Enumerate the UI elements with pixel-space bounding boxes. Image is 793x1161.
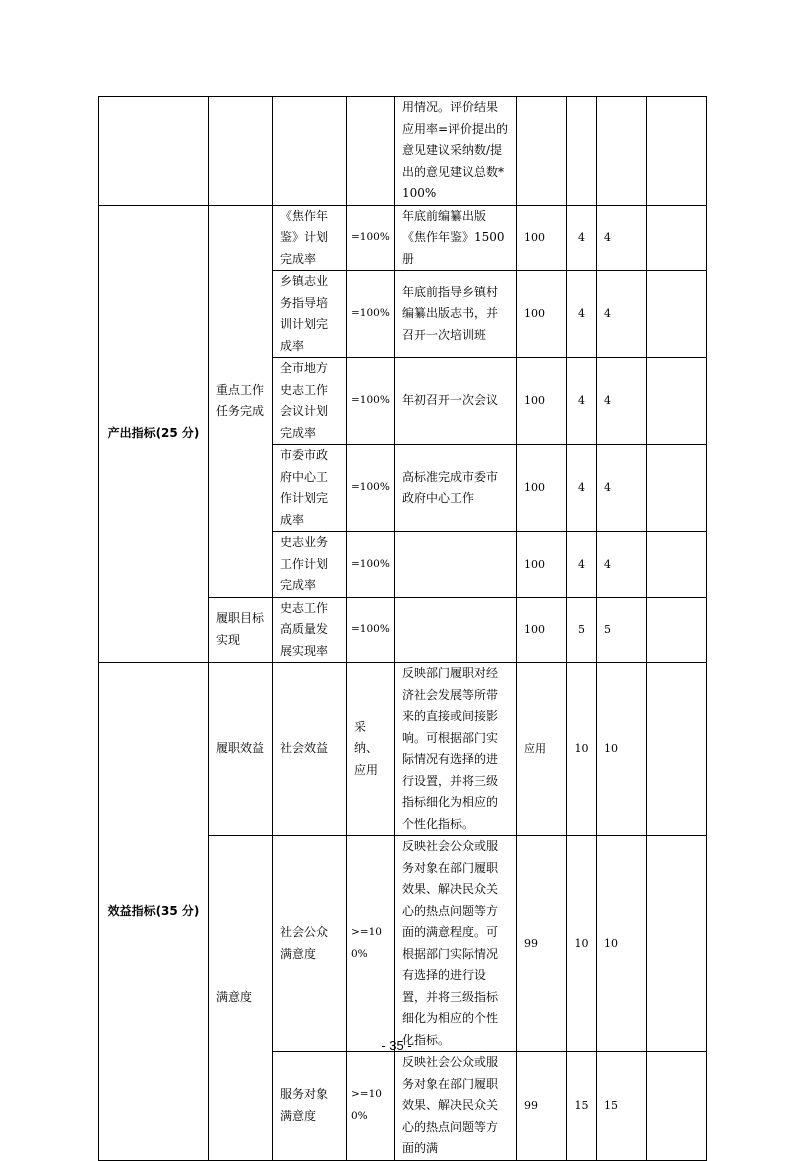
description-cell: 年初召开一次会议 xyxy=(395,358,517,445)
actual-value-cell: 100 xyxy=(517,358,567,445)
level3-cell xyxy=(273,97,347,206)
remark-cell xyxy=(647,1052,707,1161)
score-cell: 15 xyxy=(597,1052,647,1161)
page-number: - 35 - xyxy=(381,1038,412,1053)
description-cell: 年底前编纂出版《焦作年鉴》1500册 xyxy=(395,205,517,271)
level3-cell: 乡镇志业务指导培训计划完成率 xyxy=(273,271,347,358)
actual-value-cell: 99 xyxy=(517,836,567,1052)
remark-cell xyxy=(647,836,707,1052)
actual-value-cell: 100 xyxy=(517,532,567,598)
condition-cell: 采纳、应用 xyxy=(347,663,395,836)
level2-cell: 履职效益 xyxy=(209,663,273,836)
actual-value-cell: 应用 xyxy=(517,663,567,836)
weight-cell: 4 xyxy=(567,271,597,358)
weight-cell: 5 xyxy=(567,597,597,663)
remark-cell xyxy=(647,358,707,445)
description-cell: 反映部门履职对经济社会发展等所带来的直接或间接影响。可根据部门实际情况有选择的进行设置，并将三级指标细化为相应的个性化指标。 xyxy=(395,663,517,836)
condition-cell: =100% xyxy=(347,532,395,598)
table-row xyxy=(99,205,707,271)
condition-cell: >=100% xyxy=(347,836,395,1052)
level1-benefit-cell: 效益指标(35 分) xyxy=(99,663,209,1161)
remark-cell xyxy=(647,532,707,598)
level2-key-tasks-cell: 重点工作任务完成 xyxy=(209,205,273,597)
actual-value-cell: 100 xyxy=(517,445,567,532)
remark-cell xyxy=(647,205,707,271)
description-cell: 用情况。评价结果应用率=评价提出的意见建议采纳数/提出的意见建议总数*100% xyxy=(395,97,517,206)
level1-output-cell: 产出指标(25 分) xyxy=(99,205,209,663)
score-cell: 4 xyxy=(597,445,647,532)
score-cell: 10 xyxy=(597,663,647,836)
remark-cell xyxy=(647,663,707,836)
remark-cell xyxy=(647,445,707,532)
level3-cell: 社会公众满意度 xyxy=(273,836,347,1052)
description-cell: 反映社会公众或服务对象在部门履职效果、解决民众关心的热点问题等方面的满 xyxy=(395,1052,517,1161)
level2-cell: 履职目标实现 xyxy=(209,597,273,663)
weight-cell: 4 xyxy=(567,445,597,532)
weight-cell: 10 xyxy=(567,836,597,1052)
score-cell: 10 xyxy=(597,836,647,1052)
condition-cell: =100% xyxy=(347,445,395,532)
weight-cell: 4 xyxy=(567,358,597,445)
description-cell xyxy=(395,597,517,663)
description-cell: 反映社会公众或服务对象在部门履职效果、解决民众关心的热点问题等方面的满意程度。可根据部门实际情况有选择的进行设置，并将三级指标细化为相应的个性化指标。 xyxy=(395,836,517,1052)
condition-cell: =100% xyxy=(347,358,395,445)
description-cell: 年底前指导乡镇村编纂出版志书，并召开一次培训班 xyxy=(395,271,517,358)
level3-cell: 史志业务工作计划完成率 xyxy=(273,532,347,598)
weight-cell: 4 xyxy=(567,205,597,271)
condition-cell xyxy=(347,97,395,206)
weight-cell: 4 xyxy=(567,532,597,598)
weight-cell: 10 xyxy=(567,663,597,836)
remark-cell xyxy=(647,271,707,358)
actual-value-cell: 100 xyxy=(517,597,567,663)
score-cell: 4 xyxy=(597,271,647,358)
remark-cell xyxy=(647,597,707,663)
description-cell: 高标准完成市委市政府中心工作 xyxy=(395,445,517,532)
level3-cell: 全市地方史志工作会议计划完成率 xyxy=(273,358,347,445)
level3-cell: 社会效益 xyxy=(273,663,347,836)
actual-value-cell xyxy=(517,97,567,206)
condition-cell: =100% xyxy=(347,205,395,271)
score-cell: 5 xyxy=(597,597,647,663)
level2-cell xyxy=(209,97,273,206)
condition-cell: >=100% xyxy=(347,1052,395,1161)
score-cell: 4 xyxy=(597,358,647,445)
level3-cell: 史志工作高质量发展实现率 xyxy=(273,597,347,663)
table-row xyxy=(99,663,707,836)
actual-value-cell: 100 xyxy=(517,205,567,271)
level3-cell: 市委市政府中心工作计划完成率 xyxy=(273,445,347,532)
table-row xyxy=(99,97,707,206)
description-cell xyxy=(395,532,517,598)
level2-satisfaction-cell: 满意度 xyxy=(209,836,273,1161)
condition-cell: =100% xyxy=(347,597,395,663)
score-cell xyxy=(597,97,647,206)
actual-value-cell: 100 xyxy=(517,271,567,358)
actual-value-cell: 99 xyxy=(517,1052,567,1161)
level1-cell xyxy=(99,97,209,206)
weight-cell: 15 xyxy=(567,1052,597,1161)
weight-cell xyxy=(567,97,597,206)
level3-cell: 服务对象满意度 xyxy=(273,1052,347,1161)
performance-indicator-table xyxy=(98,96,707,1161)
score-cell: 4 xyxy=(597,532,647,598)
score-cell: 4 xyxy=(597,205,647,271)
condition-cell: =100% xyxy=(347,271,395,358)
remark-cell xyxy=(647,97,707,206)
level3-cell: 《焦作年鉴》计划完成率 xyxy=(273,205,347,271)
